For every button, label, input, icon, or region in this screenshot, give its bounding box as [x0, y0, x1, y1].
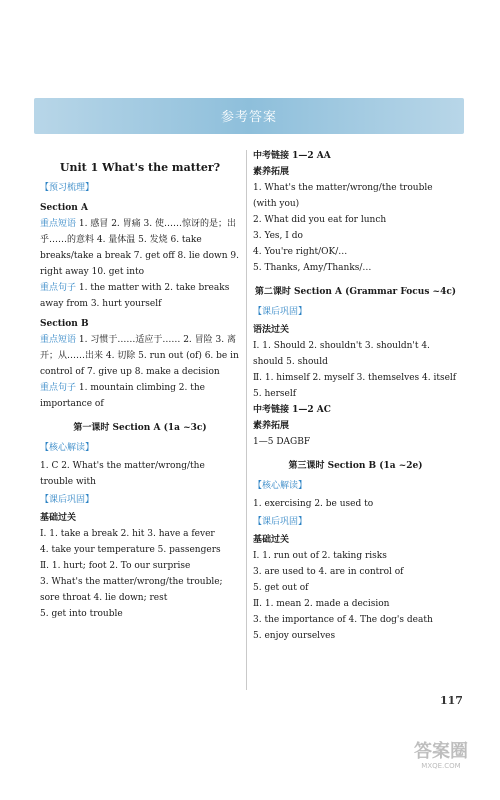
b-sentences-text: 1. mountain climbing 2. the importance of [40, 383, 205, 409]
grammar-title: 语法过关 [253, 325, 290, 335]
watermark-logo-text: 答案圈 [414, 741, 468, 762]
section-b-title: Section B [40, 319, 89, 329]
column-divider [246, 150, 247, 690]
zhongkao-link-2: 中考链接 1—2 AC [253, 405, 331, 415]
answer-line: 4. take your temperature 5. passengers [40, 545, 221, 555]
tag-after-class: 【课后巩固】 [253, 517, 308, 527]
lesson-1-title: 第一课时 Section A (1a ~3c) [73, 423, 207, 433]
answer-line: 1—5 DAGBF [253, 437, 311, 447]
suyang-title: 素养拓展 [253, 167, 290, 177]
answer-line: 3. What's the matter/wrong/the trouble; sore throat 4. lie down; rest [40, 577, 223, 603]
unit-title: Unit 1 What's the matter? [59, 161, 221, 174]
a-sentences [40, 280, 240, 312]
answer-line: 3. Yes, I do [253, 231, 303, 241]
answer-line: 5. Thanks, Amy/Thanks/… [253, 263, 372, 273]
answer-line: Ⅰ. 1. run out of 2. taking risks [253, 551, 387, 561]
tag-preview: 【预习梳理】 [40, 183, 95, 193]
answer-line: Ⅱ. 1. mean 2. made a decision [253, 599, 390, 609]
b-phrases [40, 332, 240, 380]
basic-title: 基础过关 [253, 535, 290, 545]
key-sentences-label: 重点句子 [40, 383, 77, 393]
answer-line: Ⅱ. 1. hurt; foot 2. To our surprise [40, 561, 191, 571]
tag-after-class: 【课后巩固】 [253, 307, 308, 317]
lesson-2-title: 第二课时 Section A (Grammar Focus ~4c) [254, 287, 457, 297]
answer-line: 3. are used to 4. are in control of [253, 567, 404, 577]
core-answers: 1. C 2. What's the matter/wrong/the trouble with [40, 461, 205, 487]
answer-line: Ⅰ. 1. Should 2. shouldn't 3. shouldn't 4. should 5. should [253, 341, 430, 367]
key-phrases-label: 重点短语 [40, 335, 77, 345]
a-phrases-text: 1. 感冒 2. 胃痛 3. 使……惊讶的是；出乎……的意料 4. 量体温 5. 发烧 6. take breaks/take a break 7. get off 8. lie down 9. right away 10. get into [40, 219, 239, 277]
watermark-site: MXQE.COM [421, 762, 461, 770]
lesson-3-title: 第三课时 Section B (1a ~2e) [288, 461, 423, 471]
right-column [253, 148, 458, 644]
answer-line: 1. exercising 2. be used to [253, 499, 374, 509]
b-phrases-text: 1. 习惯于……适应于…… 2. 冒险 3. 离开；从……出来 4. 切除 5. run out (of) 6. be in control of 7. give up 8. make a decision [40, 335, 239, 377]
answer-line: Ⅱ. 1. himself 2. myself 3. themselves 4. itself 5. herself [253, 373, 457, 399]
answer-line: 4. You're right/OK/… [253, 247, 348, 257]
banner-title: 参考答案 [220, 110, 277, 125]
left-column [40, 160, 240, 622]
a-phrases [40, 216, 240, 280]
answer-line: 2. What did you eat for lunch [253, 215, 387, 225]
basic-title: 基础过关 [40, 513, 77, 523]
answer-line: 3. the importance of 4. The dog's death [253, 615, 433, 625]
watermark-logo [406, 736, 476, 776]
section-a-title: Section A [40, 203, 88, 213]
suyang-title-2: 素养拓展 [253, 421, 290, 431]
tag-core: 【核心解读】 [253, 481, 308, 491]
tag-core: 【核心解读】 [40, 443, 95, 453]
zhongkao-link: 中考链接 1—2 AA [253, 151, 331, 161]
answer-line: Ⅰ. 1. take a break 2. hit 3. have a fever [40, 529, 215, 539]
answer-line: 5. enjoy ourselves [253, 631, 336, 641]
answer-line: 5. get out of [253, 583, 309, 593]
key-phrases-label: 重点短语 [40, 219, 77, 229]
a-sentences-text: 1. the matter with 2. take breaks away from 3. hurt yourself [40, 283, 230, 309]
key-sentences-label: 重点句子 [40, 283, 77, 293]
answer-line: 1. What's the matter/wrong/the trouble (with you) [253, 183, 433, 209]
answer-banner [34, 98, 464, 134]
answer-line: 5. get into trouble [40, 609, 123, 619]
b-sentences [40, 380, 240, 412]
tag-after-class: 【课后巩固】 [40, 495, 95, 505]
page-number: 117 [440, 694, 463, 707]
